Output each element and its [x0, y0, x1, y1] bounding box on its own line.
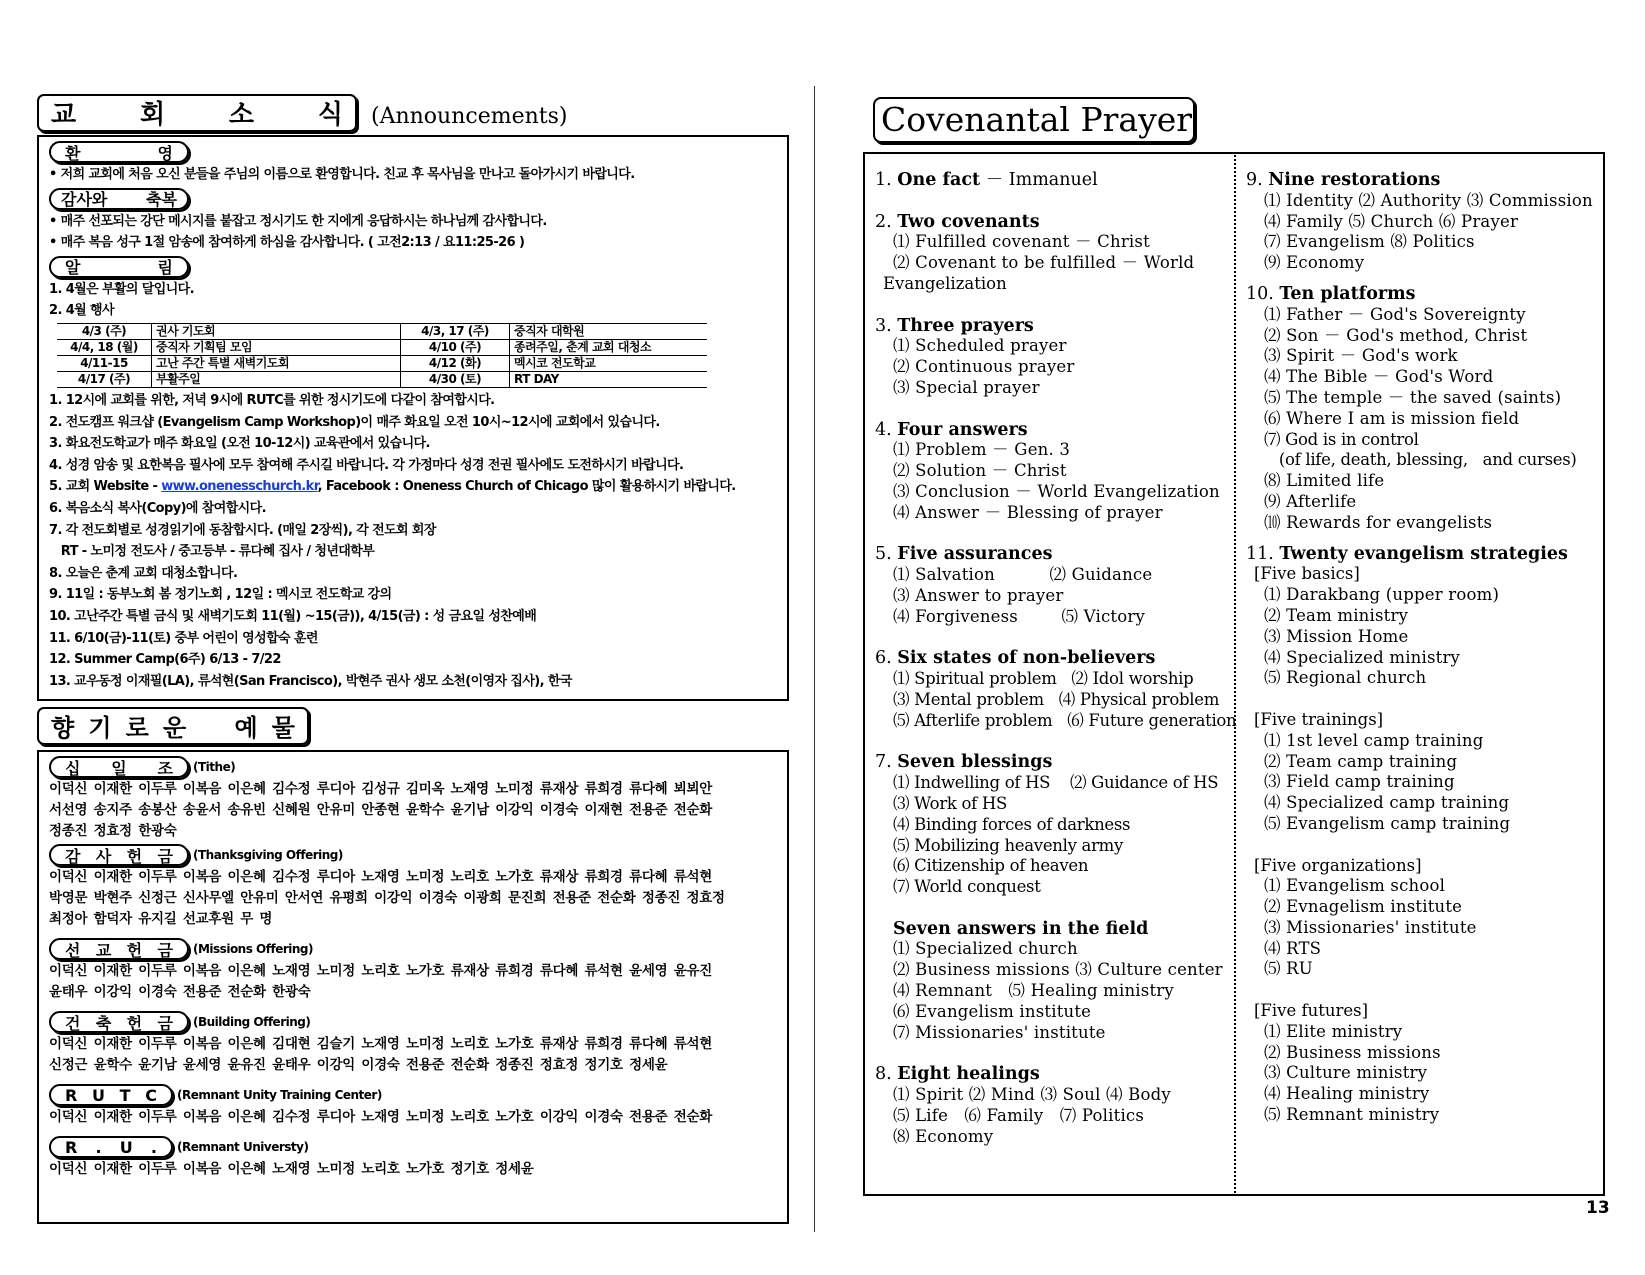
section-title: Six states of non-believers: [897, 648, 1156, 669]
spacer: [875, 1043, 1227, 1064]
ru-label: R . U .: [49, 1136, 173, 1158]
list-item: ⑼ Economy: [1264, 253, 1365, 273]
offering-group-tithe: [49, 754, 777, 842]
notice-item: 10. 고난주간 특별 금식 및 새벽기도회 11(월) ~15(금)), 4/15(금) : 성 금요일 성찬예배: [49, 608, 537, 624]
building-label: 건 축 헌 금: [49, 1011, 189, 1033]
list-item: ⑹ Where I am is mission field: [1264, 408, 1520, 428]
rutc-note: (Remnant Unity Training Center): [177, 1087, 382, 1102]
section-number: 9.: [1246, 170, 1269, 190]
spacer: [1246, 534, 1601, 544]
section-heading: [1246, 284, 1601, 305]
section-heading: [875, 212, 1227, 233]
thanks-line: • 매주 선포되는 강단 메시지를 붙잡고 정시기도 한 지에게 응답하시는 하나님께 감사합니다.: [49, 213, 547, 229]
announcements-box: [37, 135, 789, 701]
list-item: ⑵ Continuous prayer: [893, 357, 1075, 377]
ru-note: (Remnant Universty): [177, 1139, 309, 1154]
list-item: ⑶ Answer to prayer: [893, 585, 1064, 605]
section-title: Three prayers: [897, 315, 1034, 336]
name-line: 이덕신 이재한 이두루 이복음 이은혜 노재영 노미정 노리호 노가호 류재상 류희경 류다혜 류석현 윤세영 윤유진: [49, 963, 712, 979]
list-item: ⑴ Fulfilled covenant － Christ: [893, 232, 1150, 252]
name-line: 윤태우 이강익 이경숙 전용준 전순화 한광숙: [49, 984, 311, 1000]
section-title: One fact: [897, 170, 981, 190]
list-item: ⑴ Scheduled prayer: [893, 336, 1067, 356]
list-item: ⑷ Specialized camp training: [1264, 793, 1510, 813]
list-item: ⑵ Solution － Christ: [893, 461, 1067, 481]
list-item: ⑶ Field camp training: [1264, 772, 1455, 792]
name-line: 정종진 정효정 한광숙: [49, 823, 177, 839]
section-heading: [875, 752, 1227, 773]
thanksgiving-label: 감 사 헌 금: [49, 844, 189, 866]
notice-item: 4. 성경 암송 및 요한복음 필사에 모두 참여해 주시길 바랍니다. 각 가정마다 성경 전권 필사에도 도전하시기 바랍니다.: [49, 457, 684, 473]
section-number: 11.: [1246, 543, 1280, 564]
offerings-title: 향 기 로 운 예 물: [37, 707, 309, 745]
list-item: ⑸ Mobilizing heavenly army: [893, 835, 1124, 855]
name-line: 이덕신 이재한 이두루 이복음 이은혜 김수정 루디아 김성규 김미옥 노재영 노미정 류재상 류희경 류다혜 뵈뵈안: [49, 781, 712, 797]
list-item: ⑷ Healing ministry: [1264, 1084, 1430, 1104]
notice-item: 9. 11일 : 동부노회 봄 정기노회 , 12일 : 멕시코 전도학교 강의: [49, 587, 392, 603]
section-heading: [875, 420, 1227, 441]
section-title: Four answers: [897, 419, 1028, 440]
list-item: ⑺ Missionaries' institute: [893, 1022, 1106, 1042]
section-number: 3.: [875, 315, 898, 336]
list-item: ⑵ Son － God's method, Christ: [1264, 325, 1528, 345]
april-events-table: [57, 323, 707, 388]
notice-item: 7. 각 전도회별로 성경읽기에 동참합시다. (매일 2장씩), 각 전도회 회장: [49, 522, 436, 538]
notice-item: 2. 전도캠프 워크샵 (Evangelism Camp Workshop)이 매주 화요일 오전 10시~12시에 교회에서 있습니다.: [49, 414, 660, 430]
section-title: Ten platforms: [1279, 283, 1416, 304]
list-item: ⑵ Business missions ⑶ Culture center: [893, 960, 1223, 980]
spacer: [1246, 835, 1601, 856]
name-line: 이덕신 이재한 이두루 이복음 이은혜 김수정 루디아 노재영 노미정 노리호 노가호 이강익 이경숙 전용준 전순화: [49, 1109, 712, 1125]
list-item: ⑴ 1st level camp training: [1264, 730, 1484, 750]
list-item: ⑷ The Bible － God's Word: [1264, 367, 1494, 387]
website-link[interactable]: www.onenesschurch.kr: [161, 479, 318, 495]
list-item: ⑷ Answer － Blessing of prayer: [893, 502, 1163, 522]
list-item: (of life, death, blessing, and curses): [1264, 450, 1577, 470]
table-row: 4/3 (주) 권사 기도회 4/3, 17 (주) 중직자 대학원: [57, 323, 707, 339]
name-line: 이덕신 이재한 이두루 이복음 이은혜 김수정 루디아 노재영 노미정 노리호 노가호 류재상 류희경 류다혜 류석현: [49, 869, 712, 885]
table-row: 4/4, 18 (월) 중직자 기획팀 모임 4/10 (주) 종려주일, 춘계 교회 대청소: [57, 339, 707, 355]
list-item: ⑻ Limited life: [1264, 471, 1385, 491]
list-item: ⑹ Citizenship of heaven: [893, 856, 1089, 876]
name-line: 박영문 박현주 신정근 신사무엘 안유미 안서연 유평희 이강익 이경숙 이광희 문진희 전용준 전순화 정종진 정효정: [49, 890, 725, 906]
name-line: 서선영 송지주 송봉산 송윤서 송유빈 신혜원 안유미 안종현 윤학수 윤기남 이강익 이경숙 이재현 전용준 전순화: [49, 802, 712, 818]
section-heading: [875, 919, 1227, 940]
section-number: 4.: [875, 419, 898, 440]
section-title: Twenty evangelism strategies: [1279, 543, 1568, 564]
list-item: ⑺ God is in control: [1264, 429, 1419, 449]
notice-item: 12. Summer Camp(6주) 6/13 - 7/22: [49, 652, 281, 668]
list-item: ⑴ Spiritual problem ⑵ Idol worship: [893, 669, 1194, 689]
section-rest: － Immanuel: [980, 170, 1098, 190]
list-item: ⑸ Remnant ministry: [1264, 1105, 1440, 1125]
list-item: ⑵ Evnagelism institute: [1264, 897, 1463, 917]
spacer: [875, 295, 1227, 316]
notice-item: 13. 교우동정 이재필(LA), 류석현(San Francisco), 박현주 권사 생모 소천(이영자 집사), 한국: [49, 673, 572, 689]
sub-heading: Evangelization: [883, 273, 1007, 293]
offering-group-thanksgiving: [49, 842, 777, 930]
spacer: [875, 732, 1227, 753]
list-item: ⑽ Rewards for evangelists: [1264, 512, 1493, 532]
column-divider: [1234, 152, 1236, 1196]
section-number: 8.: [875, 1064, 898, 1085]
list-item: ⑵ Business missions: [1264, 1042, 1441, 1062]
list-item: ⑶ Work of HS: [893, 793, 1008, 813]
notice-label: 알 림: [49, 256, 189, 278]
announcements-header: [37, 88, 789, 132]
list-item: ⑷ Specialized ministry: [1264, 647, 1461, 667]
list-item: ⑴ Father － God's Sovereignty: [1264, 304, 1526, 324]
section-heading: [875, 1064, 1227, 1085]
section-title: Five assurances: [897, 544, 1053, 565]
page-number: 13: [1586, 1198, 1610, 1218]
list-item: ⑷ Remnant ⑸ Healing ministry: [893, 981, 1174, 1001]
left-page: [37, 88, 789, 1224]
list-item: ⑶ Mental problem ⑷ Physical problem: [893, 689, 1220, 709]
announcements-title: 교 회 소 식: [37, 94, 357, 132]
tithe-label: 십 일 조: [49, 756, 189, 778]
section-number: 1.: [875, 170, 898, 190]
list-item: ⑺ Evangelism ⑻ Politics: [1264, 232, 1475, 252]
section-heading: [1246, 544, 1601, 565]
tithe-note: (Tithe): [193, 759, 236, 774]
list-item: ⑺ World conquest: [893, 877, 1041, 897]
notice-item: 11. 6/10(금)-11(토) 중부 어린이 영성합숙 훈련: [49, 630, 318, 646]
list-item: ⑴ Indwelling of HS ⑵ Guidance of HS: [893, 773, 1219, 793]
missions-note: (Missions Offering): [193, 941, 313, 956]
thanksgiving-note: (Thanksgiving Offering): [193, 847, 343, 862]
covenantal-prayer-title: Covenantal Prayer: [873, 97, 1195, 143]
list-item: ⑶ Culture ministry: [1264, 1063, 1428, 1083]
list-item: ⑴ Evangelism school: [1264, 876, 1446, 896]
list-item: ⑻ Economy: [893, 1126, 994, 1146]
spacer: [875, 898, 1227, 919]
section-title: Seven answers in the field: [893, 918, 1149, 939]
spacer: [875, 524, 1227, 545]
list-item: ⑵ Team camp training: [1264, 751, 1458, 771]
spacer: [1246, 689, 1601, 710]
section-title: Seven blessings: [897, 752, 1053, 773]
table-row: 4/17 (주) 부활주일 4/30 (토) RT DAY: [57, 371, 707, 387]
list-item: ⑶ Mission Home: [1264, 626, 1409, 646]
list-item: ⑴ Elite ministry: [1264, 1021, 1403, 1041]
list-item: ⑸ The temple － the saved (saints): [1264, 387, 1562, 407]
list-item: ⑶ Spirit － God's work: [1264, 346, 1458, 366]
notice-line: 2. 4월 행사: [49, 303, 114, 319]
offering-group-ru: [49, 1134, 777, 1180]
section-title: Nine restorations: [1268, 170, 1441, 190]
missions-label: 선 교 헌 금: [49, 938, 189, 960]
welcome-text: • 저희 교회에 처음 오신 분들을 주님의 이름으로 환영합니다. 친교 후 목사님을 만나고 돌아가시기 바랍니다.: [49, 167, 635, 182]
section-heading: [875, 648, 1227, 669]
list-item: ⑵ Covenant to be fulfilled － World: [893, 253, 1195, 273]
thanks-label: 감사와 축복: [49, 188, 189, 210]
list-item: ⑸ Life ⑹ Family ⑺ Politics: [893, 1105, 1145, 1125]
notice-item: 5. 교회 Website - www.onenesschurch.kr, Facebook : Oneness Church of Chicago 많이 활용하시기 바랍니다.: [49, 479, 736, 495]
notice-item: 6. 복음소식 복사(Copy)에 참여합시다.: [49, 500, 266, 516]
list-item: ⑷ Family ⑸ Church ⑹ Prayer: [1264, 211, 1519, 231]
sub-heading: [Five organizations]: [1254, 855, 1422, 875]
name-line: 최정아 함덕자 유지길 선교후원 무 명: [49, 911, 273, 927]
list-item: ⑵ Team ministry: [1264, 605, 1409, 625]
section-heading: [875, 544, 1227, 565]
list-item: ⑴ Salvation ⑵ Guidance: [893, 565, 1153, 585]
list-item: ⑴ Spirit ⑵ Mind ⑶ Soul ⑷ Body: [893, 1085, 1171, 1105]
list-item: ⑴ Identity ⑵ Authority ⑶ Commission: [1264, 190, 1593, 210]
notice-item: 3. 화요전도학교가 매주 화요일 (오전 10-12시) 교육관에서 있습니다.: [49, 436, 430, 452]
thanks-line: • 매주 복음 성구 1절 암송에 참여하게 하심을 감사합니다. ( 고전2:13 / 요11:25-26 ): [49, 235, 525, 251]
list-item: ⑹ Evangelism institute: [893, 1001, 1092, 1021]
list-item: ⑸ Evangelism camp training: [1264, 813, 1511, 833]
section-heading: [875, 170, 1227, 191]
list-item: ⑷ Forgiveness ⑸ Victory: [893, 606, 1145, 626]
name-line: 이덕신 이재한 이두루 이복음 이은혜 김대현 김슬기 노재영 노미정 노리호 노가호 류재상 류희경 류다혜 류석현: [49, 1036, 712, 1052]
announcements-subtitle: (Announcements): [371, 104, 568, 129]
list-item: ⑸ Regional church: [1264, 668, 1427, 688]
spacer: [875, 191, 1227, 212]
building-note: (Building Offering): [193, 1014, 311, 1029]
offering-group-building: [49, 1009, 777, 1076]
name-line: 이덕신 이재한 이두루 이복음 이은혜 노재영 노미정 노리호 노가호 정기호 정세윤: [49, 1161, 534, 1177]
list-item: ⑷ RTS: [1264, 938, 1322, 958]
page-divider: [814, 86, 815, 1232]
offerings-box: [37, 750, 789, 1224]
list-item: ⑶ Conclusion － World Evangelization: [893, 481, 1220, 501]
prayer-column-left: [875, 170, 1237, 1147]
welcome-label: 환 영: [49, 141, 189, 163]
spacer: [1246, 274, 1601, 284]
notice-line: 1. 4월은 부활의 달입니다.: [49, 281, 194, 297]
list-item: ⑼ Afterlife: [1264, 491, 1357, 511]
list-item: ⑴ Problem － Gen. 3: [893, 440, 1071, 460]
spacer: [875, 399, 1227, 420]
offerings-header: [37, 705, 789, 745]
list-item: ⑶ Missionaries' institute: [1264, 917, 1477, 937]
list-item: ⑴ Darakbang (upper room): [1264, 585, 1500, 605]
sub-heading: [Five futures]: [1254, 1001, 1369, 1021]
table-row: 4/11-15 고난 주간 특별 새벽기도회 4/12 (화) 멕시코 전도학교: [57, 355, 707, 371]
section-title: Eight healings: [897, 1064, 1040, 1085]
list-item: ⑴ Specialized church: [893, 939, 1078, 959]
name-line: 신정근 윤학수 윤기남 윤세영 윤유진 윤태우 이강익 이경숙 전용준 전순화 정종진 정효정 정기호 정세윤: [49, 1057, 668, 1073]
sub-heading: [Five trainings]: [1254, 709, 1384, 729]
notice-item: 8. 오늘은 춘계 교회 대청소합니다.: [49, 565, 238, 581]
section-number: 2.: [875, 211, 898, 232]
offering-group-rutc: [49, 1082, 777, 1128]
prayer-column-right: [1246, 170, 1601, 1126]
spacer: [1246, 980, 1601, 1001]
list-item: ⑷ Binding forces of darkness: [893, 814, 1131, 834]
section-number: 5.: [875, 544, 898, 565]
section-heading: [1246, 170, 1601, 191]
section-number: 6.: [875, 648, 898, 669]
list-item: ⑸ Afterlife problem ⑹ Future generation: [893, 710, 1237, 730]
section-number: 7.: [875, 752, 898, 773]
notice-item: RT - 노미정 전도사 / 중고등부 - 류다혜 집사 / 청년대학부: [49, 544, 375, 560]
list-item: ⑸ RU: [1264, 959, 1313, 979]
rutc-label: R U T C: [49, 1084, 173, 1106]
spacer: [875, 628, 1227, 649]
offering-group-missions: [49, 936, 777, 1003]
section-number: 10.: [1246, 283, 1280, 304]
section-title: Two covenants: [897, 211, 1040, 232]
list-item: ⑶ Special prayer: [893, 377, 1040, 397]
section-heading: [875, 316, 1227, 337]
notice-item: 1. 12시에 교회를 위한, 저녁 9시에 RUTC를 위한 정시기도에 다같이 참여합시다.: [49, 392, 495, 408]
sub-heading: [Five basics]: [1254, 564, 1360, 584]
